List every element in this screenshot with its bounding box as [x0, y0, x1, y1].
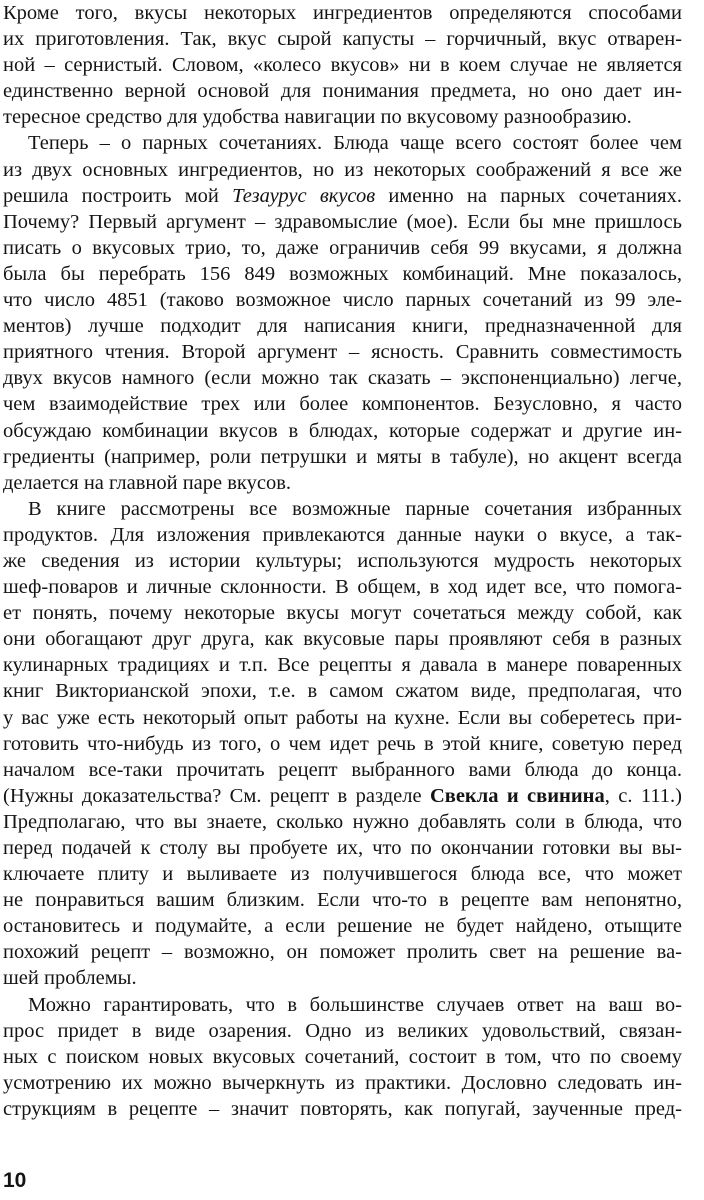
text-line: Почему? Первый аргумент – здравомыслие (мое). Если бы мне пришлось	[3, 210, 682, 233]
text-line: делается на главной паре вкусов.	[3, 471, 292, 494]
page-number: 10	[3, 1169, 27, 1192]
line-text-before: решила построить мой	[3, 184, 233, 207]
line-text-after: , с. 111.)	[604, 784, 683, 807]
text-line: остановитесь и подумайте, а если решение не будет найдено, отыщите	[3, 915, 682, 938]
text-line: ной – сернистый. Словом, «колесо вкусов» ни в коем случае не является	[3, 54, 682, 77]
text-line: ет понять, почему некоторые вкусы могут сочетаться между собой, как	[3, 602, 682, 625]
text-line: у вас уже есть некоторый опыт работы на кухне. Если вы соберетесь при-	[3, 706, 682, 729]
recipe-reference-bold: Свекла и свинина	[429, 784, 605, 807]
body-text	[3, 0, 682, 1122]
text-line: струкциям в рецепте – значит повторять, как попугай, заученные пред-	[3, 1097, 682, 1120]
text-line: писать о вкусовых трио, то, даже ограничив себя 99 вкусами, я должна	[3, 236, 682, 259]
text-line: гредиенты (например, роли петрушки и мяты в табуле), но акцент всегда	[3, 445, 682, 468]
text-line: ключаете плиту и выливаете из получившегося блюда все, что может	[3, 863, 682, 886]
text-line: Предполагаю, что вы знаете, сколько нужно добавлять соли в блюда, что	[3, 810, 682, 833]
text-line: книг Викторианской эпохи, т.е. в самом сжатом виде, предполагая, что	[3, 680, 682, 703]
text-line: прос придет в виде озарения. Одно из великих удовольствий, связан-	[3, 1019, 682, 1042]
text-line: они обогащают друг друга, как вкусовые пары проявляют себя в разных	[3, 628, 682, 651]
text-line: приятного чтения. Второй аргумент – ясность. Сравнить совместимость	[3, 341, 682, 364]
text-line: Можно гарантировать, что в большинстве случаев ответ на ваш во-	[28, 993, 682, 1016]
text-line: кулинарных традициях и т.п. Все рецепты я давала в манере поваренных	[3, 654, 682, 677]
text-line: В книге рассмотрены все возможные парные сочетания избранных	[28, 497, 682, 520]
text-line: же сведения из истории культуры; используются мудрость некоторых	[3, 549, 682, 572]
line-text-after: именно на парных сочетаниях.	[375, 184, 682, 207]
text-line: что число 4851 (таково возможное число парных сочетаний из 99 эле-	[3, 289, 682, 312]
text-line: чем взаимодействие трех или более компонентов. Безусловно, я часто	[3, 393, 682, 416]
text-line: усмотрению их можно вычеркнуть из практики. Дословно следовать ин-	[3, 1071, 682, 1094]
text-line: двух вкусов намного (если можно так сказать – экспоненциально) легче,	[3, 367, 682, 390]
text-line: Теперь – о парных сочетаниях. Блюда чаще всего состоят более чем	[28, 132, 682, 155]
text-line-with-italic	[3, 183, 682, 209]
text-line: ных с поиском новых вкусовых сочетаний, состоит в том, что по своему	[3, 1045, 682, 1068]
text-line: была бы перебрать 156 849 возможных комбинаций. Мне показалось,	[3, 262, 682, 285]
text-line: не понравиться вашим близким. Если что-то в рецепте вам непонятно,	[3, 889, 682, 912]
text-line-with-bold	[3, 783, 682, 809]
text-line: готовить что-нибудь из того, о чем идет речь в этой книге, советую перед	[3, 732, 682, 755]
text-line: продуктов. Для изложения привлекаются данные науки о вкусе, а так-	[3, 523, 682, 546]
text-line: началом все-таки прочитать рецепт выбранного вами блюда до конца.	[3, 758, 682, 781]
text-line: Кроме того, вкусы некоторых ингредиентов определяются способами	[3, 2, 682, 24]
text-line: из двух основных ингредиентов, но из некоторых соображений я все же	[3, 158, 682, 181]
text-line: ментов) лучше подходит для написания книги, предназначенной для	[3, 315, 682, 338]
text-line: шеф-поваров и личные склонности. В общем, в ход идет все, что помога-	[3, 576, 682, 599]
text-line: обсуждаю комбинации вкусов в блюдах, которые содержат и другие ин-	[3, 419, 682, 442]
text-line: единственно верной основой для понимания предмета, но оно дает ин-	[3, 80, 682, 103]
text-line: похожий рецепт – возможно, он поможет пролить свет на решение ва-	[3, 941, 682, 964]
book-title-italic: Тезаурус вкусов	[232, 184, 376, 207]
line-text-before: (Нужны доказательства? См. рецепт в разделе	[3, 784, 430, 807]
text-line: тересное средство для удобства навигации по вкусовому разнообразию.	[3, 106, 632, 129]
text-line: их приготовления. Так, вкус сырой капусты – горчичный, вкус отварен-	[3, 28, 682, 51]
text-line: перед подачей к столу вы пробуете их, что по окончании готовки вы вы-	[3, 837, 682, 859]
text-line: шей проблемы.	[3, 967, 137, 990]
